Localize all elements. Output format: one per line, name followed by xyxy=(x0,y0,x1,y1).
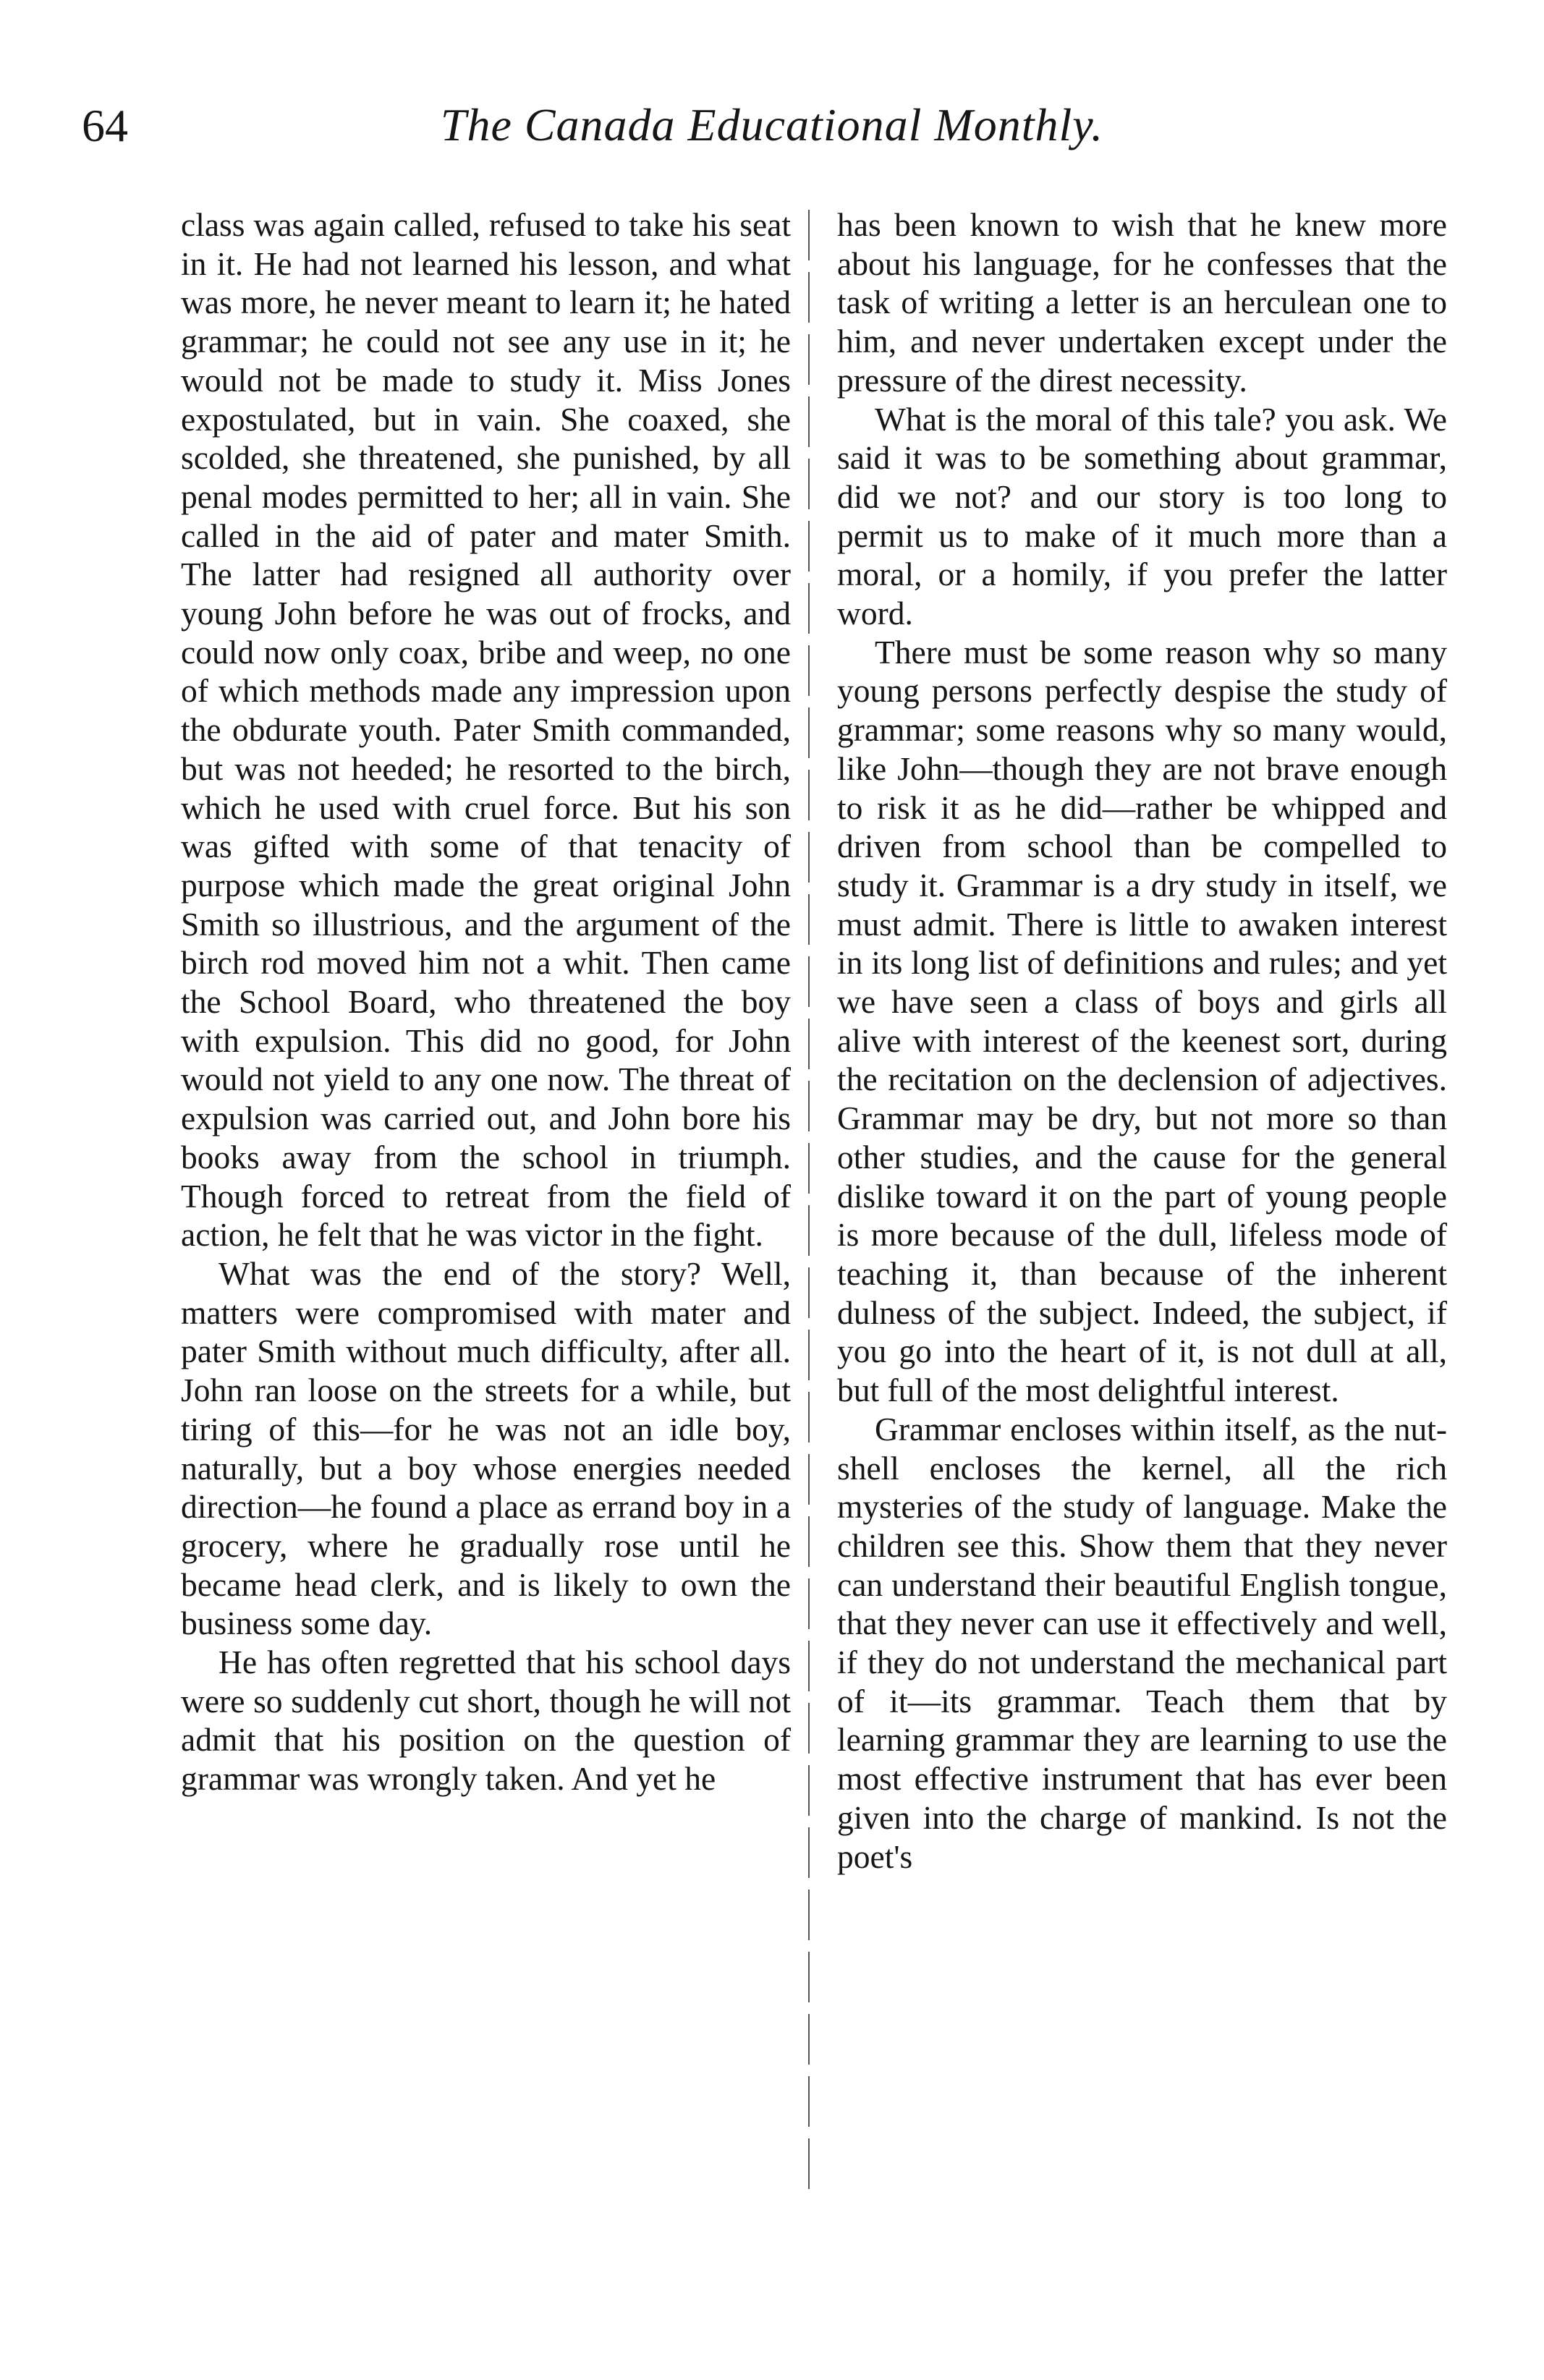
right-column xyxy=(837,205,1447,1876)
paragraph: He has often regretted that his school days were so suddenly cut short, though he will not admit that his position on the question of grammar was wrongly taken. And yet he xyxy=(181,1644,791,1798)
paragraph: There must be some reason why so many young persons perfectly despise the study of grammar; some reasons why so many would, like John—though they are not brave enough to risk it as he did—rather be whipped and driven from school than be compelled to study it. Grammar is a dry study in itself, we must admit. There is little to awaken interest in its long list of definitions and rules; and yet we have seen a class of boys and girls all alive with interest of the keenest sort, during the recitation on the declension of adjectives. Grammar may be dry, but not more so than other studies, and the cause for the general dislike toward it on the part of young people is more because of the dull, lifeless mode of teaching it, than because of the inherent dulness of the subject. Indeed, the subject, if you go into the heart of it, is not dull at all, but full of the most delightful interest. xyxy=(837,633,1447,1409)
page-number: 64 xyxy=(82,100,128,151)
paragraph: What is the moral of this tale? you ask. We said it was to be something about grammar, did we not? and our story is too long to permit us to make of it much more than a moral, or a homily, if you prefer the latter word. xyxy=(837,400,1447,632)
column-rule xyxy=(808,210,810,2195)
paragraph: has been known to wish that he knew more about his language, for he confesses that the task of writing a letter is an herculean one to him, and never undertaken except under the pressure of the direst necessity. xyxy=(837,206,1447,399)
page-header xyxy=(0,0,1544,188)
running-title: The Canada Educational Monthly. xyxy=(440,99,1104,150)
paragraph: What was the end of the story? Well, matters were compromised with mater and pater Smith without much difficulty, after all. John ran loose on the streets for a while, but tiring of this—for he was not an idle boy, naturally, but a boy whose energies needed direction—he found a place as errand boy in a grocery, where he gradually rose until he became head clerk, and is likely to own the business some day. xyxy=(181,1254,791,1642)
paragraph: class was again called, refused to take his seat in it. He had not learned his lesson, and what was more, he never meant to learn it; he hated grammar; he could not see any use in it; he would not be made to study it. Miss Jones expostulated, but in vain. She coaxed, she scolded, she threatened, she punished, by all penal modes permitted to her; all in vain. She called in the aid of pater and mater Smith. The latter had resigned all authority over young John before he was out of frocks, and could now only coax, bribe and weep, no one of which methods made any impression upon the obdurate youth. Pater Smith commanded, but was not heeded; he resorted to the birch, which he used with cruel force. But his son was gifted with some of that tenacity of purpose which made the great original John Smith so illustrious, and the argument of the birch rod moved him not a whit. Then came the School Board, who threatened the boy with expulsion. This did no good, for John would not yield to any one now. The threat of expulsion was carried out, and John bore his books away from the school in triumph. Though forced to retreat from the field of action, he felt that he was victor in the fight. xyxy=(181,206,791,1254)
left-column xyxy=(181,205,791,1798)
paragraph: Grammar encloses within itself, as the nut-shell encloses the kernel, all the rich mysteries of the study of language. Make the children see this. Show them that they never can understand their beautiful English tongue, that they never can use it effectively and well, if they do not understand the mechanical part of it—its grammar. Teach them that by learning grammar they are learning to use the most effective instrument that has ever been given into the charge of mankind. Is not the poet's xyxy=(837,1410,1447,1875)
